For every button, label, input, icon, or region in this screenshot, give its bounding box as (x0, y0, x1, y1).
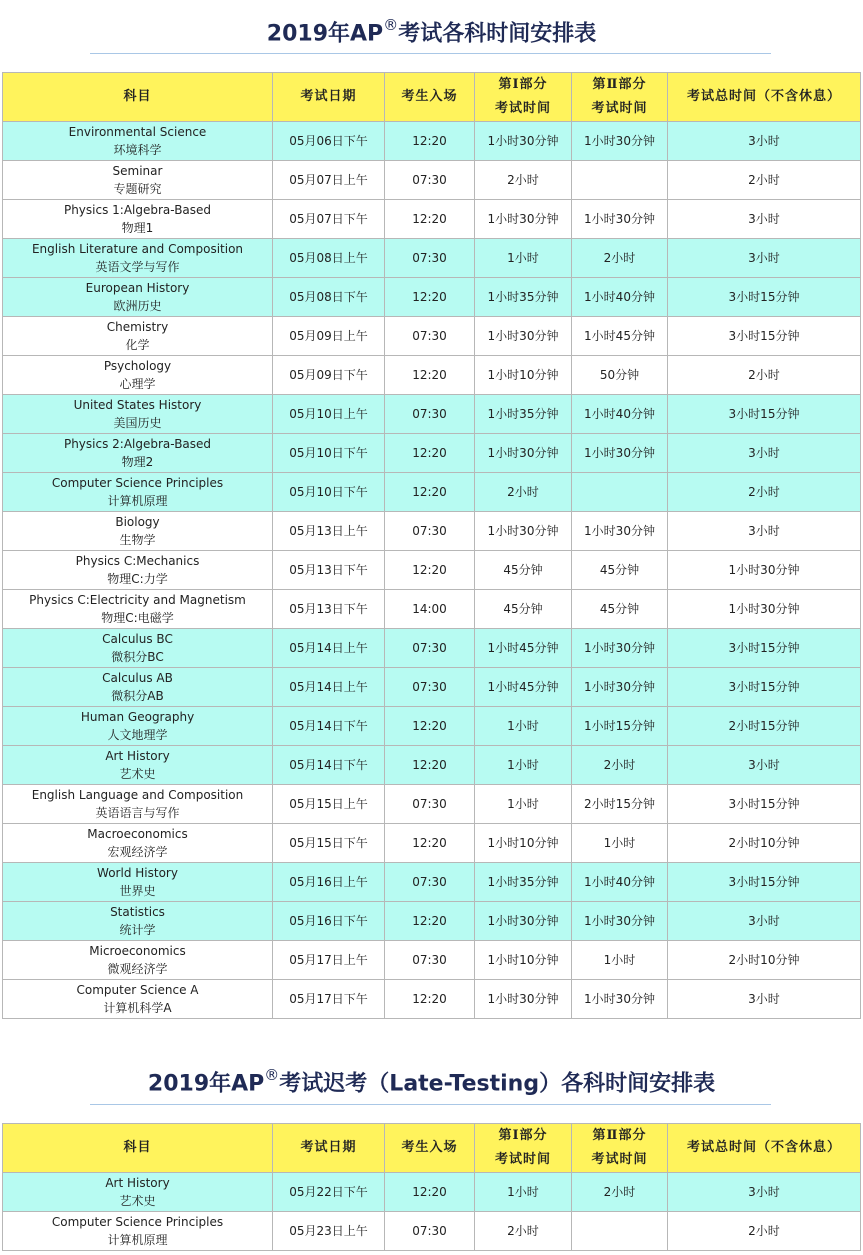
date-cell: 05月14日上午 (273, 629, 385, 668)
part1-time-cell: 45分钟 (475, 551, 572, 590)
subject-cell (3, 356, 273, 395)
part2-time-cell: 1小时30分钟 (572, 200, 668, 239)
subject-english: Calculus BC (102, 632, 173, 646)
late-title-suffix: 考试迟考（Late-Testing）各科时间安排表 (279, 1071, 716, 1097)
table-row (3, 356, 861, 395)
header-part2-line1: 第Ⅱ部分 (592, 1128, 647, 1143)
total-time-cell: 3小时15分钟 (668, 785, 861, 824)
header-part2 (572, 73, 668, 122)
date-cell: 05月17日下午 (273, 980, 385, 1019)
part2-time-cell: 2小时15分钟 (572, 785, 668, 824)
main-schedule-table (2, 72, 861, 1019)
part2-time-cell: 1小时15分钟 (572, 707, 668, 746)
table-header-row (3, 73, 861, 122)
total-time-cell: 2小时15分钟 (668, 707, 861, 746)
subject-english: Physics 2:Algebra-Based (63, 437, 212, 451)
table-row (3, 551, 861, 590)
header-part2 (572, 1124, 668, 1173)
entry-time-cell: 12:20 (385, 824, 475, 863)
table-row (3, 122, 861, 161)
part1-time-cell: 1小时30分钟 (475, 980, 572, 1019)
total-time-cell: 2小时 (668, 161, 861, 200)
subject-chinese: 环境科学 (113, 143, 162, 157)
subject-english: Biology (115, 515, 160, 529)
subject-english: English Literature and Composition (31, 242, 244, 256)
total-time-cell: 2小时 (668, 356, 861, 395)
part1-time-cell: 1小时30分钟 (475, 512, 572, 551)
table-row (3, 1212, 861, 1251)
part2-time-cell: 1小时40分钟 (572, 395, 668, 434)
part1-time-cell: 1小时45分钟 (475, 629, 572, 668)
table-row (3, 512, 861, 551)
total-time-cell: 1小时30分钟 (668, 551, 861, 590)
subject-cell (3, 590, 273, 629)
main-title-prefix: 2019年AP (266, 21, 384, 47)
subject-cell (3, 863, 273, 902)
subject-cell (3, 1173, 273, 1212)
date-cell: 05月13日上午 (273, 512, 385, 551)
part2-time-cell: 1小时 (572, 941, 668, 980)
part2-time-cell (572, 1212, 668, 1251)
part1-time-cell: 1小时35分钟 (475, 863, 572, 902)
header-date: 考试日期 (273, 1124, 385, 1173)
date-cell: 05月13日下午 (273, 551, 385, 590)
date-cell: 05月15日下午 (273, 824, 385, 863)
date-cell: 05月10日上午 (273, 395, 385, 434)
part1-time-cell: 1小时35分钟 (475, 278, 572, 317)
subject-english: Seminar (112, 164, 163, 178)
date-cell: 05月08日下午 (273, 278, 385, 317)
header-date: 考试日期 (273, 73, 385, 122)
total-time-cell: 3小时 (668, 746, 861, 785)
subject-chinese: 物理C:力学 (107, 572, 168, 586)
part1-time-cell: 45分钟 (475, 590, 572, 629)
total-time-cell: 1小时30分钟 (668, 590, 861, 629)
part1-time-cell: 1小时 (475, 239, 572, 278)
entry-time-cell: 12:20 (385, 200, 475, 239)
header-part2-line1: 第Ⅱ部分 (592, 77, 647, 92)
subject-cell (3, 668, 273, 707)
header-part2-line2: 考试时间 (591, 101, 648, 116)
part1-time-cell: 1小时10分钟 (475, 824, 572, 863)
table-row (3, 902, 861, 941)
header-subject: 科目 (3, 73, 273, 122)
entry-time-cell: 07:30 (385, 395, 475, 434)
part2-time-cell: 1小时30分钟 (572, 434, 668, 473)
subject-english: Art History (105, 1176, 170, 1190)
table-row (3, 863, 861, 902)
subject-cell (3, 941, 273, 980)
subject-chinese: 英语语言与写作 (95, 806, 180, 820)
subject-chinese: 微积分BC (111, 650, 164, 664)
entry-time-cell: 12:20 (385, 746, 475, 785)
part2-time-cell: 50分钟 (572, 356, 668, 395)
total-time-cell: 3小时 (668, 122, 861, 161)
part2-time-cell: 1小时30分钟 (572, 122, 668, 161)
entry-time-cell: 12:20 (385, 122, 475, 161)
subject-chinese: 化学 (125, 338, 150, 352)
part2-time-cell: 2小时 (572, 239, 668, 278)
header-part2-line2: 考试时间 (591, 1152, 648, 1167)
part1-time-cell: 2小时 (475, 473, 572, 512)
subject-chinese: 专题研究 (113, 182, 162, 196)
entry-time-cell: 12:20 (385, 902, 475, 941)
table-row (3, 707, 861, 746)
total-time-cell: 2小时 (668, 473, 861, 512)
entry-time-cell: 07:30 (385, 161, 475, 200)
table-row (3, 746, 861, 785)
subject-cell (3, 161, 273, 200)
subject-chinese: 计算机原理 (107, 494, 168, 508)
table-row (3, 434, 861, 473)
subject-cell (3, 200, 273, 239)
total-time-cell: 3小时15分钟 (668, 629, 861, 668)
part2-time-cell: 2小时 (572, 746, 668, 785)
total-time-cell: 3小时 (668, 980, 861, 1019)
subject-chinese: 物理2 (121, 455, 154, 469)
subject-cell (3, 473, 273, 512)
header-part1 (475, 1124, 572, 1173)
subject-english: Psychology (103, 359, 172, 373)
subject-english: Computer Science A (76, 983, 199, 997)
date-cell: 05月09日下午 (273, 356, 385, 395)
date-cell: 05月14日下午 (273, 707, 385, 746)
total-time-cell: 3小时 (668, 902, 861, 941)
total-time-cell: 2小时10分钟 (668, 824, 861, 863)
subject-cell (3, 278, 273, 317)
part1-time-cell: 1小时 (475, 707, 572, 746)
subject-english: Physics C:Electricity and Magnetism (29, 593, 246, 607)
late-title-prefix: 2019年AP (147, 1071, 265, 1097)
part1-time-cell: 1小时 (475, 1173, 572, 1212)
subject-english: Computer Science Principles (51, 476, 224, 490)
part2-time-cell (572, 473, 668, 512)
subject-cell (3, 629, 273, 668)
subject-chinese: 生物学 (119, 533, 156, 547)
table-row (3, 317, 861, 356)
total-time-cell: 3小时 (668, 200, 861, 239)
date-cell: 05月07日上午 (273, 161, 385, 200)
date-cell: 05月14日上午 (273, 668, 385, 707)
table-row (3, 239, 861, 278)
table-row (3, 473, 861, 512)
table-row (3, 668, 861, 707)
table-row (3, 590, 861, 629)
table-header-row (3, 1124, 861, 1173)
entry-time-cell: 12:20 (385, 434, 475, 473)
part1-time-cell: 2小时 (475, 1212, 572, 1251)
subject-chinese: 美国历史 (113, 416, 162, 430)
entry-time-cell: 07:30 (385, 941, 475, 980)
subject-chinese: 英语文学与写作 (95, 260, 180, 274)
late-table-title (0, 1060, 863, 1101)
registered-mark: ® (383, 16, 399, 34)
subject-english: Microeconomics (89, 944, 186, 958)
part2-time-cell: 1小时30分钟 (572, 512, 668, 551)
part2-time-cell: 45分钟 (572, 590, 668, 629)
subject-cell (3, 551, 273, 590)
entry-time-cell: 07:30 (385, 629, 475, 668)
header-entry: 考生入场 (385, 73, 475, 122)
part1-time-cell: 1小时10分钟 (475, 941, 572, 980)
subject-chinese: 统计学 (119, 923, 156, 937)
part1-time-cell: 1小时30分钟 (475, 902, 572, 941)
part2-time-cell (572, 161, 668, 200)
part1-time-cell: 1小时30分钟 (475, 122, 572, 161)
table-row (3, 629, 861, 668)
part1-time-cell: 1小时45分钟 (475, 668, 572, 707)
part1-time-cell: 1小时30分钟 (475, 317, 572, 356)
date-cell: 05月16日下午 (273, 902, 385, 941)
total-time-cell: 3小时 (668, 239, 861, 278)
part2-time-cell: 1小时 (572, 824, 668, 863)
subject-chinese: 欧洲历史 (113, 299, 162, 313)
subject-english: Environmental Science (68, 125, 207, 139)
total-time-cell: 3小时 (668, 1173, 861, 1212)
table-row (3, 278, 861, 317)
header-part1-line2: 考试时间 (494, 101, 551, 116)
subject-chinese: 计算机原理 (107, 1233, 168, 1247)
subject-english: Art History (105, 749, 170, 763)
entry-time-cell: 07:30 (385, 863, 475, 902)
date-cell: 05月14日下午 (273, 746, 385, 785)
subject-cell (3, 395, 273, 434)
total-time-cell: 3小时15分钟 (668, 668, 861, 707)
part2-time-cell: 2小时 (572, 1173, 668, 1212)
table-row (3, 785, 861, 824)
subject-cell (3, 122, 273, 161)
entry-time-cell: 12:20 (385, 551, 475, 590)
entry-time-cell: 12:20 (385, 356, 475, 395)
date-cell: 05月08日上午 (273, 239, 385, 278)
entry-time-cell: 12:20 (385, 473, 475, 512)
header-total: 考试总时间（不含休息） (668, 73, 861, 122)
subject-chinese: 世界史 (119, 884, 156, 898)
late-testing-table (2, 1123, 861, 1251)
entry-time-cell: 07:30 (385, 668, 475, 707)
subject-chinese: 艺术史 (119, 767, 156, 781)
subject-cell (3, 746, 273, 785)
subject-english: Statistics (110, 905, 165, 919)
total-time-cell: 3小时15分钟 (668, 317, 861, 356)
part2-time-cell: 1小时40分钟 (572, 278, 668, 317)
entry-time-cell: 14:00 (385, 590, 475, 629)
part1-time-cell: 1小时 (475, 785, 572, 824)
entry-time-cell: 07:30 (385, 317, 475, 356)
registered-mark: ® (264, 1066, 280, 1084)
table-row (3, 161, 861, 200)
part1-time-cell: 2小时 (475, 161, 572, 200)
subject-english: Chemistry (106, 320, 169, 334)
subject-cell (3, 902, 273, 941)
subject-chinese: 物理1 (121, 221, 154, 235)
subject-chinese: 计算机科学A (103, 1001, 172, 1015)
entry-time-cell: 12:20 (385, 707, 475, 746)
subject-chinese: 人文地理学 (107, 728, 168, 742)
date-cell: 05月15日上午 (273, 785, 385, 824)
total-time-cell: 3小时 (668, 512, 861, 551)
subject-english: Physics 1:Algebra-Based (63, 203, 212, 217)
table-row (3, 941, 861, 980)
header-entry: 考生入场 (385, 1124, 475, 1173)
main-title-suffix: 考试各科时间安排表 (398, 21, 597, 47)
date-cell: 05月07日下午 (273, 200, 385, 239)
subject-english: Calculus AB (102, 671, 173, 685)
subject-cell (3, 1212, 273, 1251)
date-cell: 05月13日下午 (273, 590, 385, 629)
subject-english: Computer Science Principles (51, 1215, 224, 1229)
total-time-cell: 3小时 (668, 434, 861, 473)
header-part1-line1: 第Ⅰ部分 (498, 1128, 548, 1143)
total-time-cell: 3小时15分钟 (668, 278, 861, 317)
subject-english: English Language and Composition (31, 788, 244, 802)
subject-english: Human Geography (80, 710, 195, 724)
subject-english: European History (85, 281, 190, 295)
subject-chinese: 心理学 (119, 377, 156, 391)
part1-time-cell: 1小时10分钟 (475, 356, 572, 395)
table-row (3, 824, 861, 863)
subject-chinese: 微积分AB (111, 689, 164, 703)
total-time-cell: 3小时15分钟 (668, 395, 861, 434)
header-subject: 科目 (3, 1124, 273, 1173)
subject-chinese: 宏观经济学 (107, 845, 168, 859)
entry-time-cell: 07:30 (385, 1212, 475, 1251)
entry-time-cell: 07:30 (385, 239, 475, 278)
part1-time-cell: 1小时30分钟 (475, 434, 572, 473)
subject-english: United States History (73, 398, 202, 412)
date-cell: 05月16日上午 (273, 863, 385, 902)
part2-time-cell: 45分钟 (572, 551, 668, 590)
subject-english: Physics C:Mechanics (75, 554, 200, 568)
subject-chinese: 微观经济学 (107, 962, 168, 976)
entry-time-cell: 12:20 (385, 1173, 475, 1212)
entry-time-cell: 12:20 (385, 278, 475, 317)
part2-time-cell: 1小时40分钟 (572, 863, 668, 902)
total-time-cell: 2小时 (668, 1212, 861, 1251)
subject-cell (3, 239, 273, 278)
header-part1-line1: 第Ⅰ部分 (498, 77, 548, 92)
subject-english: Macroeconomics (87, 827, 188, 841)
date-cell: 05月10日下午 (273, 473, 385, 512)
subject-chinese: 物理C:电磁学 (101, 611, 174, 625)
entry-time-cell: 07:30 (385, 785, 475, 824)
total-time-cell: 3小时15分钟 (668, 863, 861, 902)
main-table-title (0, 10, 863, 51)
subject-cell (3, 317, 273, 356)
date-cell: 05月17日上午 (273, 941, 385, 980)
part2-time-cell: 1小时30分钟 (572, 902, 668, 941)
main-title-divider (90, 53, 771, 54)
subject-cell (3, 824, 273, 863)
date-cell: 05月22日下午 (273, 1173, 385, 1212)
date-cell: 05月23日上午 (273, 1212, 385, 1251)
entry-time-cell: 07:30 (385, 512, 475, 551)
header-total: 考试总时间（不含休息） (668, 1124, 861, 1173)
total-time-cell: 2小时10分钟 (668, 941, 861, 980)
entry-time-cell: 12:20 (385, 980, 475, 1019)
part2-time-cell: 1小时30分钟 (572, 980, 668, 1019)
table-row (3, 1173, 861, 1212)
table-row (3, 980, 861, 1019)
date-cell: 05月06日下午 (273, 122, 385, 161)
late-title-divider (90, 1104, 771, 1105)
part2-time-cell: 1小时30分钟 (572, 629, 668, 668)
part1-time-cell: 1小时 (475, 746, 572, 785)
subject-cell (3, 512, 273, 551)
part2-time-cell: 1小时45分钟 (572, 317, 668, 356)
subject-cell (3, 785, 273, 824)
header-part1 (475, 73, 572, 122)
part1-time-cell: 1小时30分钟 (475, 200, 572, 239)
part2-time-cell: 1小时30分钟 (572, 668, 668, 707)
header-part1-line2: 考试时间 (494, 1152, 551, 1167)
date-cell: 05月10日下午 (273, 434, 385, 473)
subject-chinese: 艺术史 (119, 1194, 156, 1208)
subject-english: World History (97, 866, 178, 880)
part1-time-cell: 1小时35分钟 (475, 395, 572, 434)
date-cell: 05月09日上午 (273, 317, 385, 356)
subject-cell (3, 434, 273, 473)
table-row (3, 200, 861, 239)
table-row (3, 395, 861, 434)
subject-cell (3, 980, 273, 1019)
subject-cell (3, 707, 273, 746)
